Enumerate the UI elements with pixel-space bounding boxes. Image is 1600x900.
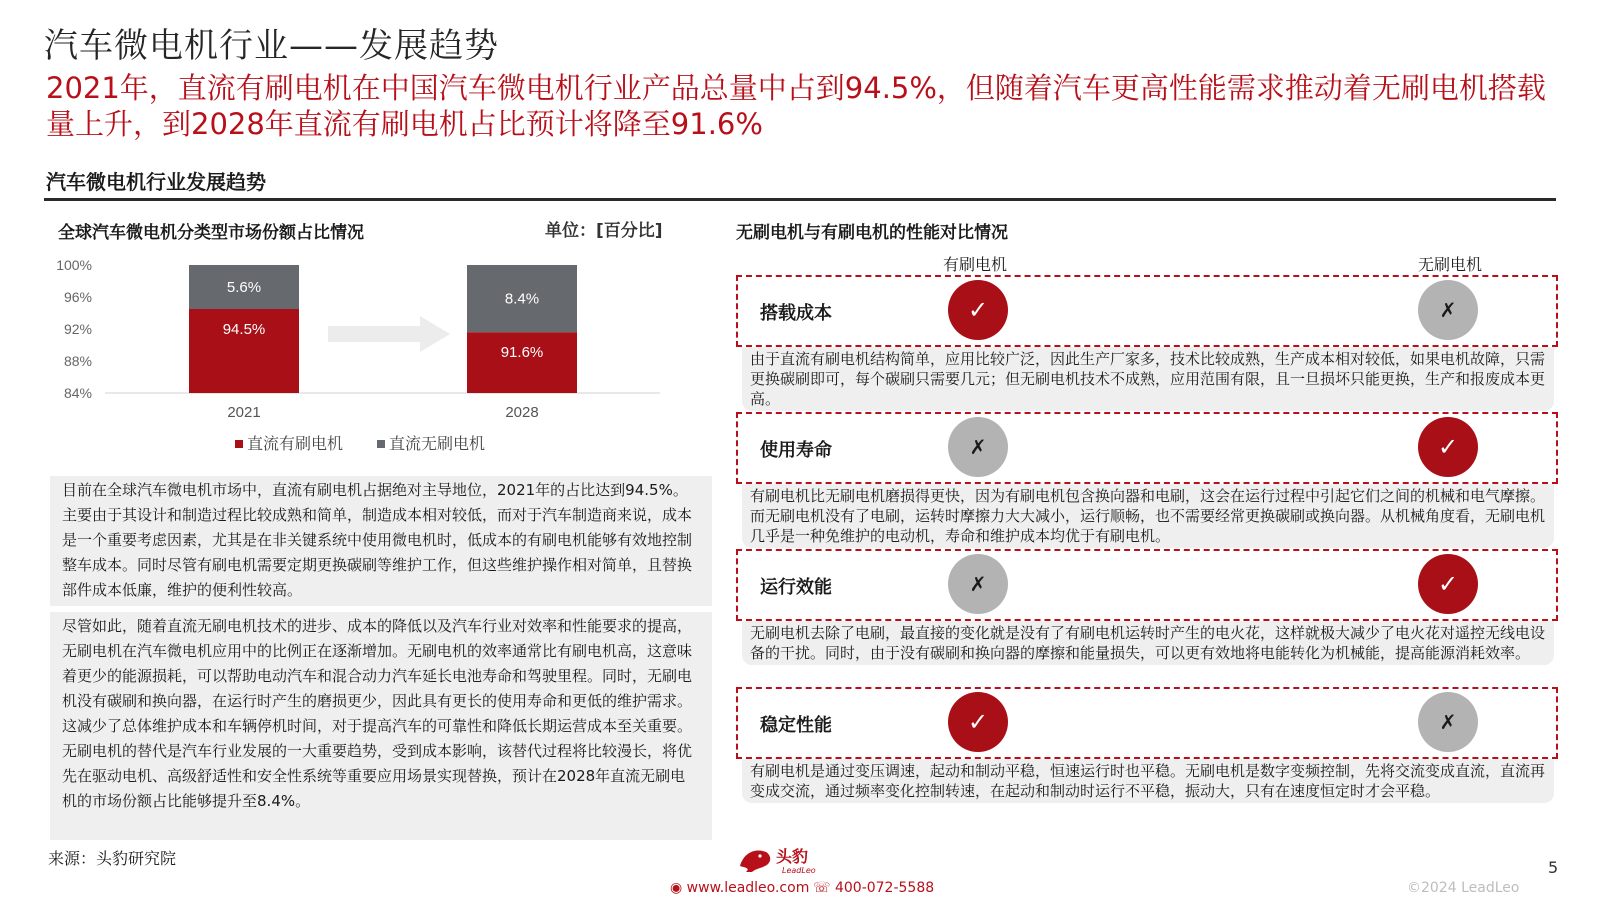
brushed-check-icon: ✓ bbox=[948, 280, 1008, 340]
criterion-row bbox=[736, 549, 1558, 621]
copyright: ©2024 LeadLeo bbox=[1407, 880, 1520, 896]
chart-title: 全球汽车微电机分类型市场份额占比情况 bbox=[58, 223, 364, 243]
data-label: 8.4% bbox=[504, 290, 540, 308]
criterion-description: 无刷电机去除了电刷，最直接的变化就是没有了有刷电机运转时产生的电火花，这样就极大减少了电火花对遥控无线电设备的干扰。同时，由于没有碳刷和换向器的摩擦和能量损失，可以更有效地将电能转化为机械能，提高能源消耗效率。 bbox=[742, 621, 1554, 665]
criterion-label: 使用寿命 bbox=[760, 440, 832, 461]
brushed-cross-icon: ✗ bbox=[948, 417, 1008, 477]
page-subtitle: 2021年，直流有刷电机在中国汽车微电机行业产品总量中占到94.5%，但随着汽车更高性能需求推动着无刷电机搭载量上升，到2028年直流有刷电机占比预计将降至91.6% bbox=[46, 71, 1546, 141]
column-header-brushless: 无刷电机 bbox=[1418, 255, 1483, 274]
source-note: 来源：头豹研究院 bbox=[48, 849, 177, 868]
logo-subtext: LeadLeo bbox=[782, 866, 816, 875]
brushless-check-icon: ✓ bbox=[1418, 554, 1478, 614]
leadleo-logo bbox=[736, 842, 836, 876]
criterion-label: 搭载成本 bbox=[760, 303, 832, 324]
brushed-check-icon: ✓ bbox=[948, 692, 1008, 752]
criterion-row bbox=[736, 412, 1558, 484]
x-tick-label: 2021 bbox=[227, 404, 261, 421]
legend-label: 直流有刷电机 bbox=[247, 434, 344, 453]
x-tick-label: 2028 bbox=[505, 404, 539, 421]
globe-icon: ◉ bbox=[670, 880, 683, 896]
analysis-paragraph-1: 目前在全球汽车微电机市场中，直流有刷电机占据绝对主导地位，2021年的占比达到94.5%。主要由于其设计和制造过程比较成熟和简单，制造成本相对较低，而对于汽车制造商来说，成本是一个重要考虑因素，尤其是在非关键系统中使用微电机时，低成本的有刷电机能够有效地控制整车成本。同时尽管有刷电机需要定期更换碳刷等维护工作，但这些维护操作相对简单，且替换部件成本低廉，维护的便利性较高。 bbox=[50, 476, 712, 606]
brushless-cross-icon: ✗ bbox=[1418, 692, 1478, 752]
criterion-description: 有刷电机比无刷电机磨损得更快，因为有刷电机包含换向器和电刷，这会在运行过程中引起它们之间的机械和电气摩擦。而无刷电机没有了电刷，运转时摩擦力大大减小，运行顺畅，也不需要经常更换碳刷或换向器。从机械角度看，无刷电机几乎是一种免维护的电动机，寿命和维护成本均优于有刷电机。 bbox=[742, 484, 1554, 548]
stacked-bar-chart bbox=[40, 250, 700, 465]
column-header-brushed: 有刷电机 bbox=[943, 255, 1008, 274]
legend-swatch bbox=[377, 440, 385, 448]
data-label: 94.5% bbox=[222, 321, 266, 338]
criterion-description: 由于直流有刷电机结构简单，应用比较广泛，因此生产厂家多，技术比较成熟，生产成本相对较低，如果电机故障，只需更换碳刷即可，每个碳刷只需要几元；但无刷电机技术不成熟，应用范围有限，且一旦损坏只能更换，生产和报废成本更高。 bbox=[742, 347, 1554, 411]
footer-website[interactable] bbox=[670, 880, 809, 896]
chart-unit: 单位：[百分比] bbox=[545, 221, 663, 241]
data-label: 91.6% bbox=[500, 344, 544, 362]
criterion-row bbox=[736, 275, 1558, 347]
criterion-label: 运行效能 bbox=[760, 577, 832, 598]
legend-label: 直流无刷电机 bbox=[389, 434, 486, 453]
page-number: 5 bbox=[1548, 858, 1559, 877]
trend-arrow-icon bbox=[328, 316, 450, 352]
footer-phone[interactable] bbox=[813, 880, 934, 896]
page-title: 汽车微电机行业——发展趋势 bbox=[44, 26, 499, 66]
footer-phone-text: 400-072-5588 bbox=[834, 880, 935, 896]
comparison-title: 无刷电机与有刷电机的性能对比情况 bbox=[736, 223, 1008, 243]
section-divider bbox=[44, 198, 1556, 201]
legend-swatch bbox=[235, 440, 243, 448]
logo-text: 头豹 bbox=[776, 847, 809, 866]
brushed-cross-icon: ✗ bbox=[948, 554, 1008, 614]
brushless-cross-icon: ✗ bbox=[1418, 280, 1478, 340]
brushless-check-icon: ✓ bbox=[1418, 417, 1478, 477]
y-tick-label: 84% bbox=[63, 385, 92, 401]
criterion-row bbox=[736, 687, 1558, 759]
y-tick-label: 100% bbox=[56, 257, 92, 273]
y-tick-label: 88% bbox=[63, 353, 92, 369]
criterion-label: 稳定性能 bbox=[760, 715, 832, 736]
phone-icon: ☏ bbox=[813, 880, 831, 896]
y-tick-label: 92% bbox=[63, 321, 92, 337]
y-tick-label: 96% bbox=[63, 289, 92, 305]
analysis-paragraph-2: 尽管如此，随着直流无刷电机技术的进步、成本的降低以及汽车行业对效率和性能要求的提高，无刷电机在汽车微电机应用中的比例正在逐渐增加。无刷电机的效率通常比有刷电机高，这意味着更少的能源损耗，可以帮助电动汽车和混合动力汽车延长电池寿命和驾驶里程。同时，无刷电机没有碳刷和换向器，在运行时产生的磨损更少，因此具有更长的使用寿命和更低的维护需求。这减少了总体维护成本和车辆停机时间，对于提高汽车的可靠性和降低长期运营成本至关重要。无刷电机的替代是汽车行业发展的一大重要趋势，受到成本影响，该替代过程将比较漫长，将优先在驱动电机、高级舒适性和安全性系统等重要应用场景实现替换，预计在2028年直流无刷电机的市场份额占比能够提升至8.4%。 bbox=[50, 612, 712, 840]
section-title: 汽车微电机行业发展趋势 bbox=[46, 170, 266, 194]
bar-brushed bbox=[467, 332, 577, 393]
footer-website-text: www.leadleo.com bbox=[686, 880, 810, 896]
criterion-description: 有刷电机是通过变压调速，起动和制动平稳，恒速运行时也平稳。无刷电机是数字变频控制，先将交流变成直流，直流再变成交流，通过频率变化控制转速，在起动和制动时运行不平稳，振动大，只有在速度恒定时才会平稳。 bbox=[742, 759, 1554, 803]
data-label: 5.6% bbox=[226, 279, 262, 296]
